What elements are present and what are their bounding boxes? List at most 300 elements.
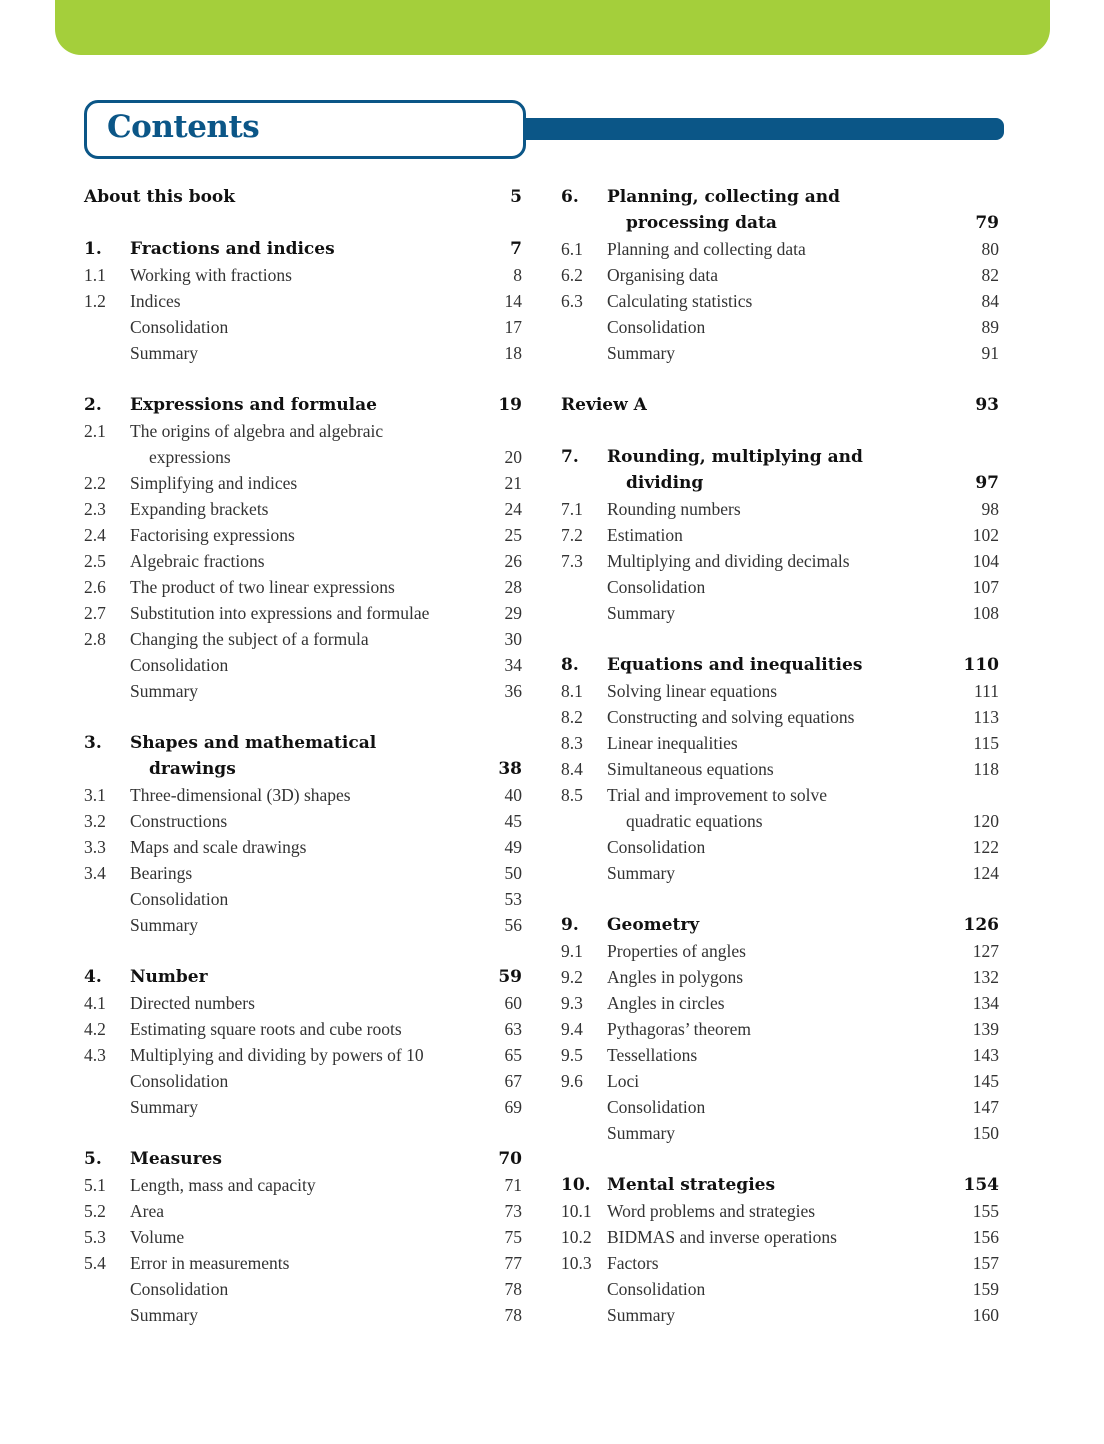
contents-section-entry[interactable] (561, 1016, 999, 1042)
entry-page-number: 53 (504, 889, 522, 909)
entry-title-line: Summary (607, 343, 676, 363)
entry-title-line: Summary (130, 1097, 199, 1117)
entry-page-number: 7 (510, 239, 522, 259)
contents-chapter-entry[interactable] (84, 184, 522, 210)
contents-section-entry[interactable] (84, 470, 522, 496)
contents-section-entry[interactable] (561, 834, 999, 860)
contents-chapter-entry[interactable] (561, 392, 999, 418)
entry-page-number: 30 (504, 629, 522, 649)
entry-page-number: 40 (504, 785, 522, 805)
entry-title (130, 1094, 462, 1120)
entry-number: 6. (561, 187, 579, 207)
contents-section-entry[interactable] (561, 990, 999, 1016)
entry-title (130, 1042, 462, 1068)
section-gap (561, 366, 999, 392)
entry-page-number: 110 (963, 655, 999, 675)
section-gap (561, 418, 999, 444)
entry-title (607, 1120, 939, 1146)
contents-chapter-entry[interactable] (561, 1172, 999, 1198)
entry-page-number: 118 (973, 759, 999, 779)
entry-title-line: Consolidation (607, 1097, 706, 1117)
entry-number: 1.2 (84, 291, 106, 311)
entry-title (607, 678, 939, 704)
entry-title-line: Tessellations (607, 1045, 698, 1065)
entry-number: 4.2 (84, 1019, 106, 1039)
contents-section-entry[interactable] (561, 600, 999, 626)
entry-title-line: Summary (607, 863, 676, 883)
entry-title-line: Consolidation (607, 1279, 706, 1299)
entry-title (130, 730, 472, 782)
contents-section-entry[interactable] (561, 1198, 999, 1224)
section-gap (84, 704, 522, 730)
entry-title-line: Expressions and formulae (130, 395, 377, 415)
entry-number: 10.1 (561, 1201, 592, 1221)
entry-title-line: Summary (130, 681, 199, 701)
contents-section-entry[interactable] (561, 340, 999, 366)
contents-section-entry[interactable] (561, 1042, 999, 1068)
entry-page-number: 25 (504, 525, 522, 545)
contents-section-entry[interactable] (84, 1224, 522, 1250)
entry-title (607, 314, 939, 340)
entry-title (607, 834, 939, 860)
entry-page-number: 120 (972, 811, 999, 831)
entry-page-number: 45 (504, 811, 522, 831)
entry-page-number: 145 (972, 1071, 999, 1091)
entry-title (607, 1224, 939, 1250)
entry-title-line: Multiplying and dividing decimals (607, 551, 850, 571)
entry-number: 2.4 (84, 525, 106, 545)
section-gap (84, 210, 522, 236)
entry-title (607, 1016, 939, 1042)
entry-title (130, 652, 462, 678)
entry-number: 2.8 (84, 629, 106, 649)
entry-title (130, 470, 462, 496)
contents-chapter-entry[interactable] (84, 1146, 522, 1172)
entry-title-line: Planning and collecting data (607, 239, 806, 259)
contents-section-entry[interactable] (561, 1094, 999, 1120)
entry-title-line: Maps and scale drawings (130, 837, 307, 857)
entry-title (130, 1250, 462, 1276)
entry-title-line: Error in measurements (130, 1253, 290, 1273)
contents-section-entry[interactable] (84, 522, 522, 548)
contents-section-entry[interactable] (84, 1250, 522, 1276)
contents-column-left (84, 184, 522, 1328)
contents-section-entry[interactable] (561, 756, 999, 782)
entry-page-number: 50 (504, 863, 522, 883)
contents-section-entry[interactable] (561, 964, 999, 990)
entry-title (607, 1198, 939, 1224)
entry-title (607, 964, 939, 990)
contents-section-entry[interactable] (84, 574, 522, 600)
contents-section-entry[interactable] (84, 834, 522, 860)
entry-title-line: Estimating square roots and cube roots (130, 1019, 402, 1039)
entry-page-number: 26 (504, 551, 522, 571)
entry-number: 2.5 (84, 551, 106, 571)
contents-section-entry[interactable] (84, 1016, 522, 1042)
entry-title (607, 704, 939, 730)
entry-page-number: 97 (975, 473, 999, 493)
entry-title-line: Simplifying and indices (130, 473, 298, 493)
entry-number: 8.1 (561, 681, 583, 701)
entry-title-line: Properties of angles (607, 941, 746, 961)
entry-page-number: 17 (504, 317, 522, 337)
entry-page-number: 49 (504, 837, 522, 857)
entry-title-line: Solving linear equations (607, 681, 778, 701)
entry-title (607, 288, 939, 314)
contents-section-entry[interactable] (84, 418, 522, 470)
entry-number: 2. (84, 395, 102, 415)
contents-section-entry[interactable] (561, 1120, 999, 1146)
entry-title (130, 340, 462, 366)
entry-title-line: Linear inequalities (607, 733, 738, 753)
entry-number: 6.1 (561, 239, 583, 259)
contents-section-entry[interactable] (561, 496, 999, 522)
entry-title-line: The product of two linear expressions (130, 577, 395, 597)
section-gap (561, 886, 999, 912)
contents-section-entry[interactable] (561, 1250, 999, 1276)
entry-title (130, 964, 472, 990)
entry-page-number: 60 (504, 993, 522, 1013)
entry-title (130, 1068, 462, 1094)
entry-title-line: Rounding numbers (607, 499, 741, 519)
entry-page-number: 160 (972, 1305, 999, 1325)
section-gap (84, 366, 522, 392)
entry-title-line: Equations and inequalities (607, 655, 863, 675)
entry-page-number: 56 (504, 915, 522, 935)
entry-number: 10. (561, 1175, 591, 1195)
contents-section-entry[interactable] (84, 314, 522, 340)
entry-title-line: Consolidation (130, 1279, 229, 1299)
entry-number: 3. (84, 733, 102, 753)
entry-page-number: 34 (504, 655, 522, 675)
entry-title (607, 340, 939, 366)
entry-title (607, 756, 939, 782)
entry-title (130, 418, 462, 470)
entry-number: 7. (561, 447, 579, 467)
entry-number: 7.2 (561, 525, 583, 545)
entry-title-line: Substitution into expressions and formulae (130, 603, 430, 623)
entry-title-line: Summary (130, 915, 199, 935)
contents-section-entry[interactable] (561, 678, 999, 704)
entry-title (607, 574, 939, 600)
contents-section-entry[interactable] (561, 1276, 999, 1302)
entry-number: 3.1 (84, 785, 106, 805)
contents-section-entry[interactable] (84, 1068, 522, 1094)
contents-section-entry[interactable] (84, 548, 522, 574)
entry-title-line: Estimation (607, 525, 683, 545)
entry-title (607, 782, 939, 834)
contents-column-right (561, 184, 999, 1328)
entry-number: 9.4 (561, 1019, 583, 1039)
contents-section-entry[interactable] (84, 340, 522, 366)
contents-chapter-entry[interactable] (561, 912, 999, 938)
entry-number: 7.1 (561, 499, 583, 519)
entry-title-line: Consolidation (130, 889, 229, 909)
contents-section-entry[interactable] (561, 288, 999, 314)
contents-section-entry[interactable] (561, 1068, 999, 1094)
entry-page-number: 104 (972, 551, 999, 571)
entry-number: 2.7 (84, 603, 106, 623)
entry-page-number: 78 (504, 1305, 522, 1325)
contents-chapter-entry[interactable] (84, 730, 522, 782)
contents-section-entry[interactable] (84, 496, 522, 522)
entry-title (130, 236, 472, 262)
entry-title (561, 392, 949, 418)
entry-title (607, 496, 939, 522)
contents-section-entry[interactable] (84, 1302, 522, 1328)
entry-page-number: 108 (972, 603, 999, 623)
entry-number: 10.3 (561, 1253, 592, 1273)
entry-page-number: 38 (498, 759, 522, 779)
top-color-band (55, 0, 1050, 55)
entry-title-line: Constructions (130, 811, 228, 831)
entry-title (130, 1302, 462, 1328)
contents-section-entry[interactable] (561, 314, 999, 340)
contents-section-entry[interactable] (561, 1302, 999, 1328)
entry-number: 9.3 (561, 993, 583, 1013)
title-box (84, 100, 526, 159)
entry-page-number: 159 (972, 1279, 999, 1299)
title-accent-bar (520, 118, 1004, 140)
entry-title (130, 678, 462, 704)
entry-page-number: 156 (972, 1227, 999, 1247)
entry-title-line: Fractions and indices (130, 239, 335, 259)
contents-section-entry[interactable] (84, 652, 522, 678)
contents-chapter-entry[interactable] (561, 444, 999, 496)
entry-title-line: Summary (607, 1305, 676, 1325)
contents-section-entry[interactable] (84, 860, 522, 886)
entry-title-line: Volume (130, 1227, 185, 1247)
entry-title-line: Angles in circles (607, 993, 725, 1013)
entry-title (130, 392, 472, 418)
entry-number: 9.1 (561, 941, 583, 961)
entry-page-number: 124 (972, 863, 999, 883)
contents-section-entry[interactable] (561, 548, 999, 574)
contents-section-entry[interactable] (84, 808, 522, 834)
entry-page-number: 14 (504, 291, 522, 311)
entry-page-number: 71 (504, 1175, 522, 1195)
section-gap (84, 1120, 522, 1146)
contents-chapter-entry[interactable] (84, 236, 522, 262)
entry-title (607, 1172, 949, 1198)
entry-title-line: Length, mass and capacity (130, 1175, 316, 1195)
entry-page-number: 102 (972, 525, 999, 545)
contents-chapter-entry[interactable] (561, 184, 999, 236)
section-gap (561, 1146, 999, 1172)
contents-section-entry[interactable] (84, 626, 522, 652)
entry-title (130, 288, 462, 314)
entry-title (130, 886, 462, 912)
entry-number: 9.6 (561, 1071, 583, 1091)
entry-number: 4.1 (84, 993, 106, 1013)
entry-page-number: 139 (972, 1019, 999, 1039)
entry-title (607, 1042, 939, 1068)
entry-number: 4.3 (84, 1045, 106, 1065)
entry-title (607, 1302, 939, 1328)
entry-page-number: 157 (972, 1253, 999, 1273)
entry-title (130, 1016, 462, 1042)
entry-title-line: Area (130, 1201, 165, 1221)
entry-title (130, 912, 462, 938)
entry-title-line: Factorising expressions (130, 525, 295, 545)
entry-number: 5.4 (84, 1253, 106, 1273)
entry-number: 9. (561, 915, 579, 935)
entry-title-line: Consolidation (130, 1071, 229, 1091)
entry-title-line: Expanding brackets (130, 499, 269, 519)
entry-number: 8.3 (561, 733, 583, 753)
entry-title (607, 600, 939, 626)
entry-number: 10.2 (561, 1227, 592, 1247)
entry-page-number: 5 (510, 187, 522, 207)
contents-section-entry[interactable] (561, 1224, 999, 1250)
entry-title (130, 600, 462, 626)
entry-number: 9.5 (561, 1045, 583, 1065)
entry-title-line: Pythagoras’ theorem (607, 1019, 752, 1039)
entry-title (607, 1276, 939, 1302)
entry-title-line: Summary (130, 1305, 199, 1325)
entry-page-number: 18 (504, 343, 522, 363)
contents-section-entry[interactable] (84, 1042, 522, 1068)
entry-title-line: Loci (607, 1071, 640, 1091)
entry-title (607, 938, 939, 964)
entry-page-number: 65 (504, 1045, 522, 1065)
entry-title-continuation: dividing (626, 473, 704, 493)
entry-page-number: 154 (963, 1175, 999, 1195)
entry-title-line: Consolidation (130, 317, 229, 337)
entry-title-line: Consolidation (607, 577, 706, 597)
entry-title-line: Directed numbers (130, 993, 255, 1013)
entry-page-number: 115 (973, 733, 999, 753)
contents-section-entry[interactable] (561, 730, 999, 756)
entry-title-line: Changing the subject of a formula (130, 629, 369, 649)
entry-page-number: 89 (981, 317, 999, 337)
contents-section-entry[interactable] (84, 782, 522, 808)
contents-section-entry[interactable] (561, 782, 999, 834)
entry-title (607, 1094, 939, 1120)
entry-title-line: Three-dimensional (3D) shapes (130, 785, 351, 805)
entry-number: 9.2 (561, 967, 583, 987)
entry-title-line: Planning, collecting and (607, 187, 841, 207)
entry-title (607, 548, 939, 574)
contents-section-entry[interactable] (561, 938, 999, 964)
contents-section-entry[interactable] (84, 886, 522, 912)
contents-section-entry[interactable] (561, 860, 999, 886)
entry-page-number: 67 (504, 1071, 522, 1091)
entry-number: 6.2 (561, 265, 583, 285)
entry-title-line: Summary (607, 603, 676, 623)
entry-page-number: 69 (504, 1097, 522, 1117)
contents-section-entry[interactable] (561, 262, 999, 288)
entry-page-number: 24 (504, 499, 522, 519)
entry-page-number: 155 (972, 1201, 999, 1221)
contents-chapter-entry[interactable] (561, 652, 999, 678)
contents-section-entry[interactable] (561, 522, 999, 548)
entry-title (607, 522, 939, 548)
entry-page-number: 126 (963, 915, 999, 935)
contents-section-entry[interactable] (84, 1276, 522, 1302)
entry-page-number: 28 (504, 577, 522, 597)
contents-section-entry[interactable] (561, 704, 999, 730)
entry-title (607, 730, 939, 756)
contents-section-entry[interactable] (84, 990, 522, 1016)
entry-title-line: Multiplying and dividing by powers of 10 (130, 1045, 424, 1065)
entry-title-line: About this book (84, 187, 236, 207)
entry-number: 1.1 (84, 265, 106, 285)
entry-page-number: 77 (504, 1253, 522, 1273)
entry-page-number: 134 (972, 993, 999, 1013)
contents-chapter-entry[interactable] (84, 964, 522, 990)
entry-page-number: 59 (498, 967, 522, 987)
entry-page-number: 84 (981, 291, 999, 311)
entry-page-number: 80 (981, 239, 999, 259)
entry-title-line: Simultaneous equations (607, 759, 774, 779)
entry-title-line: Organising data (607, 265, 718, 285)
entry-page-number: 107 (972, 577, 999, 597)
section-gap (84, 938, 522, 964)
entry-title-line: Consolidation (607, 317, 706, 337)
entry-title (607, 912, 949, 938)
contents-section-entry[interactable] (84, 678, 522, 704)
entry-title-line: Calculating statistics (607, 291, 753, 311)
entry-page-number: 73 (504, 1201, 522, 1221)
contents-section-entry[interactable] (84, 288, 522, 314)
entry-title (130, 808, 462, 834)
entry-number: 8. (561, 655, 579, 675)
entry-page-number: 29 (504, 603, 522, 623)
contents-section-entry[interactable] (84, 1198, 522, 1224)
entry-title (130, 1172, 462, 1198)
entry-title (607, 652, 949, 678)
page-title: Contents (107, 109, 260, 145)
entry-title-line: Trial and improvement to solve (607, 785, 828, 805)
contents-section-entry[interactable] (561, 574, 999, 600)
entry-title (130, 782, 462, 808)
contents-section-entry[interactable] (561, 236, 999, 262)
entry-page-number: 8 (513, 265, 522, 285)
contents-section-entry[interactable] (84, 1094, 522, 1120)
entry-title-line: The origins of algebra and algebraic (130, 421, 384, 441)
entry-page-number: 21 (504, 473, 522, 493)
entry-page-number: 143 (972, 1045, 999, 1065)
entry-page-number: 20 (504, 447, 522, 467)
entry-number: 2.2 (84, 473, 106, 493)
entry-title (607, 860, 939, 886)
entry-title (130, 860, 462, 886)
entry-number: 8.2 (561, 707, 583, 727)
entry-page-number: 98 (981, 499, 999, 519)
contents-section-entry[interactable] (84, 600, 522, 626)
entry-title-continuation: processing data (626, 213, 777, 233)
contents-section-entry[interactable] (84, 912, 522, 938)
entry-title-line: Geometry (607, 915, 700, 935)
contents-chapter-entry[interactable] (84, 392, 522, 418)
entry-title (130, 1198, 462, 1224)
entry-title (607, 262, 939, 288)
contents-section-entry[interactable] (84, 262, 522, 288)
entry-page-number: 113 (973, 707, 999, 727)
contents-section-entry[interactable] (84, 1172, 522, 1198)
entry-number: 3.4 (84, 863, 106, 883)
entry-number: 5.2 (84, 1201, 106, 1221)
entry-page-number: 70 (498, 1149, 522, 1169)
entry-title (130, 574, 462, 600)
entry-title-continuation: drawings (149, 759, 236, 779)
entry-number: 3.2 (84, 811, 106, 831)
entry-title (130, 522, 462, 548)
entry-title (84, 184, 472, 210)
entry-title (607, 236, 939, 262)
entry-title-line: Indices (130, 291, 181, 311)
